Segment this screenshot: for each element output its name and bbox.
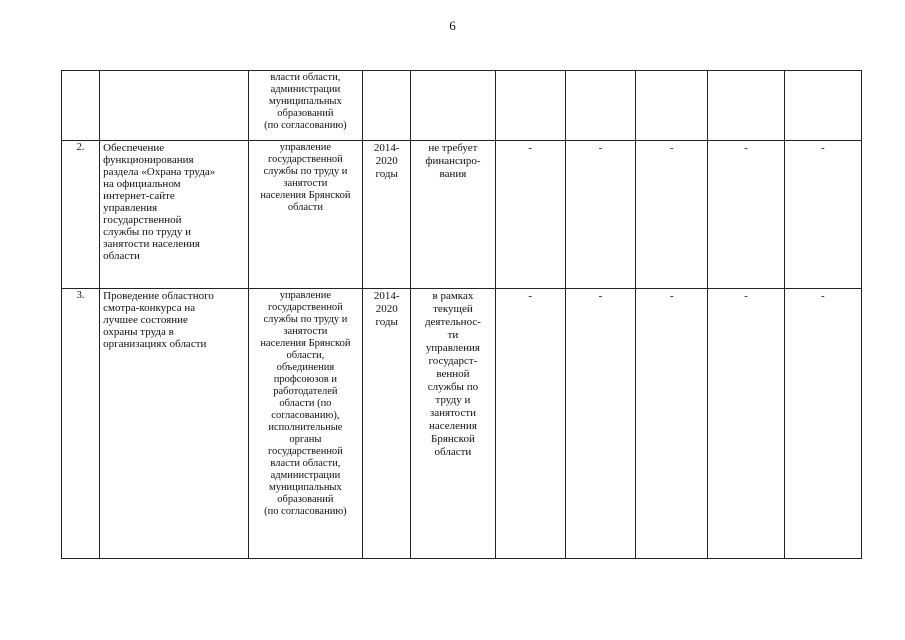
- financing-cell: [411, 71, 495, 141]
- value-cell: -: [784, 289, 861, 559]
- value-cell: -: [636, 141, 708, 289]
- table-row-continuation: [62, 71, 862, 141]
- value-cell: -: [495, 289, 565, 559]
- page-number: 6: [449, 18, 456, 33]
- financing-cell: не требует финансиро- вания: [411, 141, 495, 289]
- executor-cell: управление государственной службы по труду и занятости населения Брянской области: [248, 141, 362, 289]
- value-cell: -: [708, 289, 784, 559]
- value-cell: [784, 71, 861, 141]
- plan-table: [61, 70, 862, 559]
- value-cell: [636, 71, 708, 141]
- table-row-2: [62, 141, 862, 289]
- row-number: 2.: [62, 141, 100, 289]
- measure-name: Обеспечение функционирования раздела «Охрана труда» на официальном интернет-сайте управления государственной службы по труду и занятости населения области: [100, 141, 249, 289]
- value-cell: -: [708, 141, 784, 289]
- row-number: 3.: [62, 289, 100, 559]
- measure-name: Проведение областного смотра-конкурса на лучшее состояние охраны труда в организациях области: [100, 289, 249, 559]
- table-row-3: [62, 289, 862, 559]
- executor-cell: управление государственной службы по труду и занятости населения Брянской области, объединения профсоюзов и работодателей области (по согласованию), исполнительные органы государственной власти области, администрации муниципальных образований (по согласованию): [248, 289, 362, 559]
- value-cell: -: [565, 289, 635, 559]
- value-cell: -: [636, 289, 708, 559]
- measure-name: [100, 71, 249, 141]
- row-number: [62, 71, 100, 141]
- value-cell: -: [784, 141, 861, 289]
- period-cell: [363, 71, 411, 141]
- value-cell: [708, 71, 784, 141]
- executor-cell: власти области, администрации муниципальных образований (по согласованию): [248, 71, 362, 141]
- value-cell: [565, 71, 635, 141]
- financing-cell: в рамках текущей деятельнос- ти управления государст- венной службы по труду и занятости населения Брянской области: [411, 289, 495, 559]
- value-cell: -: [565, 141, 635, 289]
- value-cell: [495, 71, 565, 141]
- period-cell: 2014- 2020 годы: [363, 289, 411, 559]
- value-cell: -: [495, 141, 565, 289]
- period-cell: 2014- 2020 годы: [363, 141, 411, 289]
